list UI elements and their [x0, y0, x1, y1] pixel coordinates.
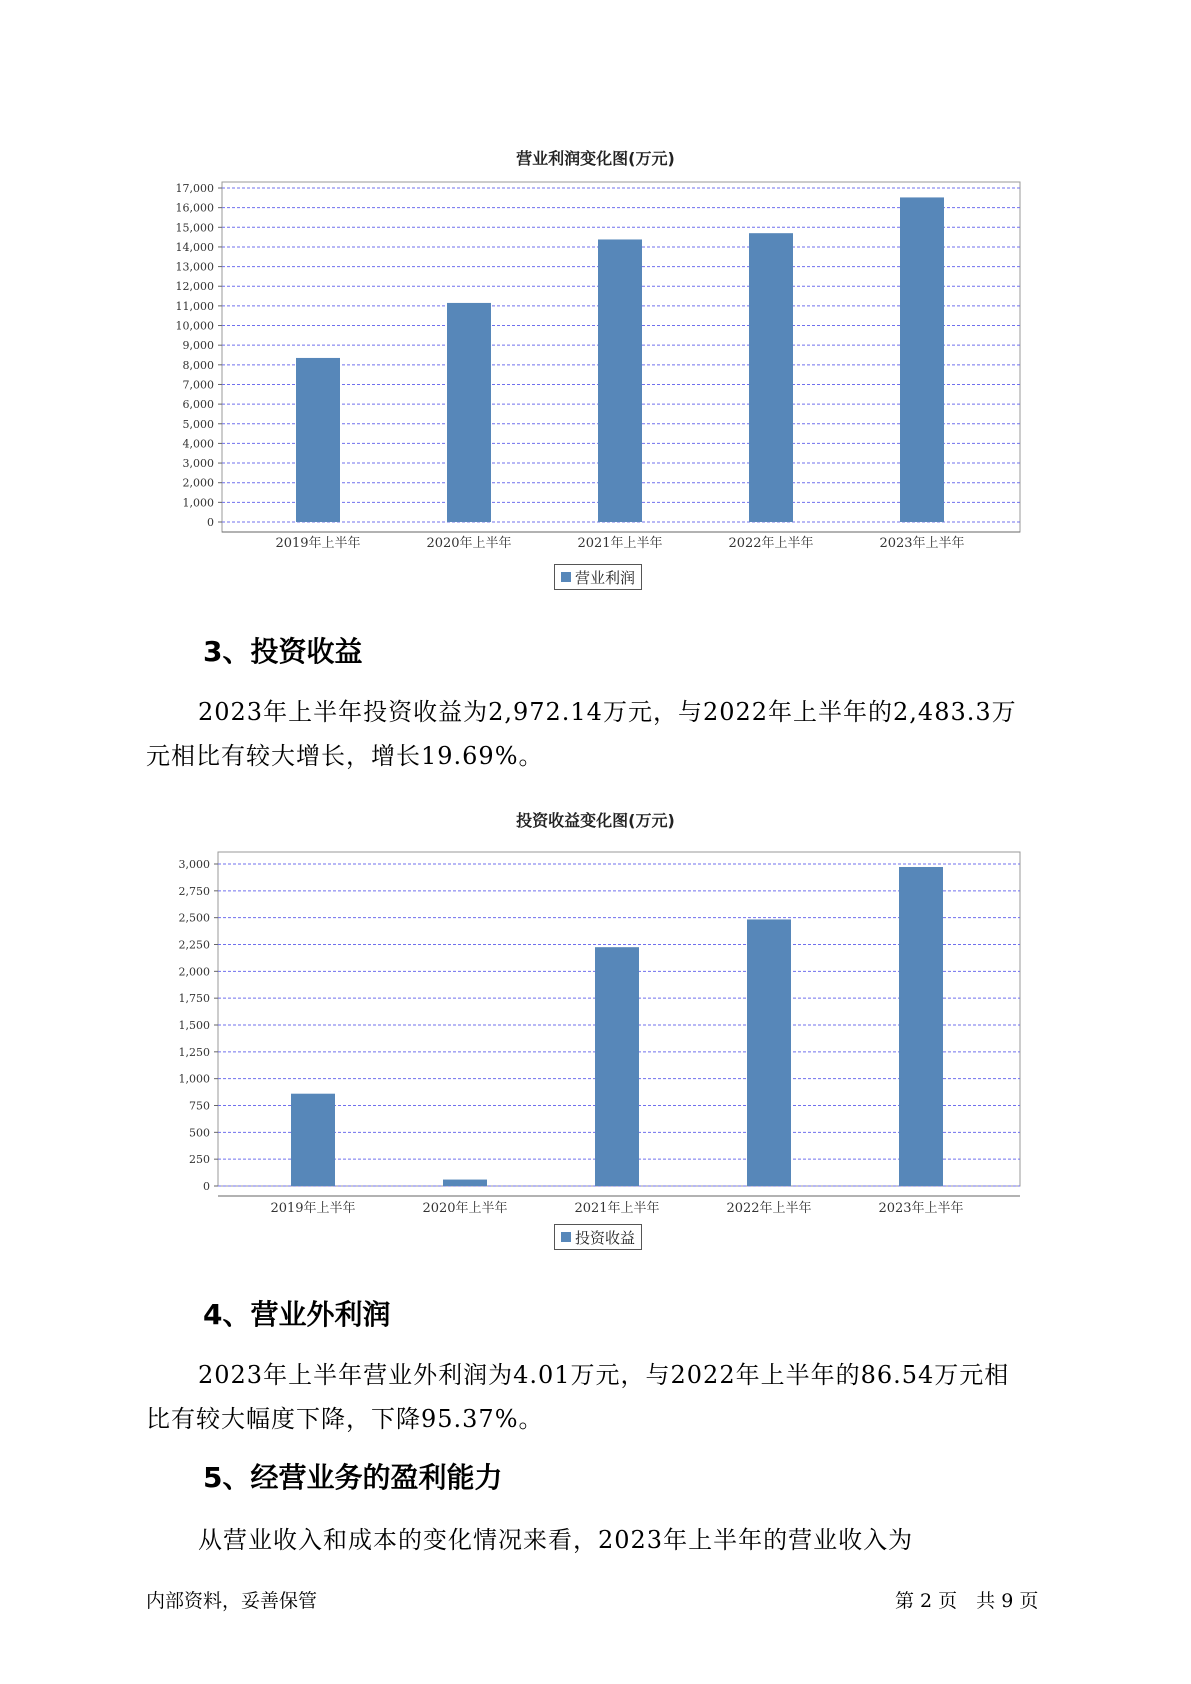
y-tick-label: 2,000: [182, 476, 214, 490]
chart-legend: [554, 1224, 642, 1250]
y-tick-label: 3,000: [178, 858, 210, 871]
paragraph-line: 元相比有较大增长，增长19.69%。: [146, 742, 544, 770]
y-tick-label: 3,000: [182, 457, 214, 471]
x-tick-label: 2022年上半年: [726, 1201, 812, 1216]
y-tick-label: 5,000: [182, 417, 214, 431]
y-tick-label: 250: [189, 1153, 210, 1167]
x-tick-label: 2023年上半年: [879, 536, 965, 551]
y-tick-label: 2,750: [178, 884, 210, 898]
paragraph-line: 2023年上半年营业外利润为4.01万元，与2022年上半年的86.54万元相: [198, 1361, 1010, 1389]
paragraph-line: 比有较大幅度下降，下降95.37%。: [146, 1405, 544, 1433]
y-tick-label: 9,000: [182, 339, 214, 353]
footer-page-number: 第 2 页 共 9 页: [895, 1590, 1039, 1612]
x-tick-label: 2023年上半年: [878, 1201, 964, 1216]
x-tick-label: 2021年上半年: [577, 536, 663, 551]
y-tick-label: 15,000: [175, 221, 214, 235]
section-5-paragraph: [146, 1518, 1060, 1562]
y-tick-label: 12,000: [175, 280, 214, 294]
y-tick-label: 7,000: [182, 378, 214, 392]
chart-title: 投资收益变化图(万元): [516, 811, 675, 830]
legend-label: 投资收益: [575, 1228, 636, 1247]
y-tick-label: 17,000: [175, 182, 214, 195]
y-tick-label: 11,000: [175, 299, 214, 313]
bar-1: [291, 1094, 335, 1186]
legend-swatch: [561, 1232, 571, 1242]
y-tick-label: 1,750: [178, 992, 210, 1006]
x-tick-label: 2019年上半年: [270, 1201, 356, 1216]
chart-title: 营业利润变化图(万元): [516, 149, 675, 168]
x-tick-label: 2019年上半年: [275, 536, 361, 551]
legend-label: 营业利润: [575, 568, 636, 587]
y-tick-label: 1,000: [182, 496, 214, 510]
y-tick-label: 2,250: [178, 938, 210, 952]
footer-left: 内部资料，妥善保管: [146, 1590, 318, 1612]
bar-2: [443, 1180, 487, 1186]
y-tick-label: 2,000: [178, 965, 210, 979]
paragraph-line: 从营业收入和成本的变化情况来看，2023年上半年的营业收入为: [198, 1526, 914, 1554]
y-tick-label: 10,000: [175, 319, 214, 333]
bar-4: [747, 919, 791, 1186]
y-tick-label: 14,000: [175, 240, 214, 254]
y-tick-label: 1,500: [178, 1019, 210, 1032]
bar-3: [595, 947, 639, 1186]
y-tick-label: 4,000: [182, 437, 214, 451]
section-5-heading: 5、经营业务的盈利能力: [203, 1461, 503, 1494]
y-tick-label: 1,000: [178, 1072, 210, 1086]
y-tick-label: 750: [189, 1099, 210, 1113]
x-tick-label: 2022年上半年: [728, 536, 814, 551]
section-4-paragraph: [146, 1353, 1060, 1441]
y-tick-label: 0: [203, 1180, 210, 1193]
y-tick-label: 0: [207, 516, 214, 529]
section-3-heading: 3、投资收益: [203, 635, 363, 668]
y-tick-label: 2,500: [178, 911, 210, 925]
y-tick-label: 6,000: [182, 398, 214, 412]
y-tick-label: 500: [189, 1126, 210, 1140]
section-4-heading: 4、营业外利润: [203, 1298, 391, 1331]
bar-5: [899, 867, 943, 1186]
x-tick-label: 2020年上半年: [426, 536, 512, 551]
y-tick-label: 16,000: [175, 201, 214, 215]
x-tick-label: 2020年上半年: [422, 1201, 508, 1216]
paragraph-line: 2023年上半年投资收益为2,972.14万元，与2022年上半年的2,483.3万: [198, 698, 1017, 726]
y-tick-label: 1,250: [178, 1045, 210, 1059]
x-tick-label: 2021年上半年: [574, 1201, 660, 1216]
y-tick-label: 8,000: [182, 358, 214, 372]
y-tick-label: 13,000: [175, 260, 214, 274]
